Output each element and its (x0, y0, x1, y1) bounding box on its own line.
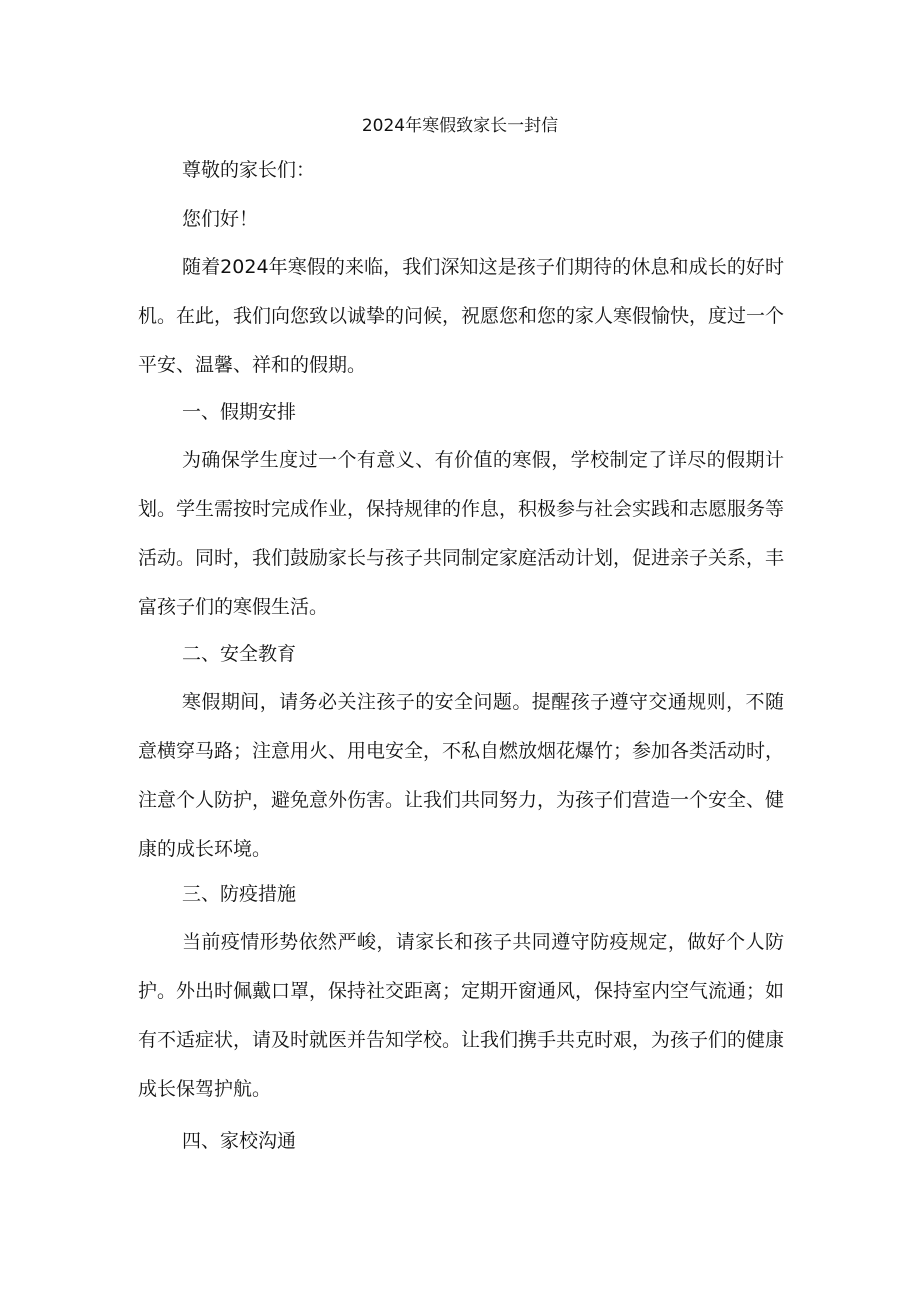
section-heading-communication: 四、家校沟通 (182, 1130, 297, 1152)
salutation: 尊敬的家长们： (182, 159, 316, 181)
section-body-schedule: 为确保学生度过一个有意义、有价值的寒假，学校制定了详尽的假期计划。学生需按时完成作业，保持规律的作息，积极参与社会实践和志愿服务等活动。同时，我们鼓励家长与孩子共同制定家庭活动计划，促进亲子关系，丰富孩子们的寒假生活。 (138, 449, 785, 618)
greeting: 您们好！ (182, 208, 259, 230)
section-body-epidemic: 当前疫情形势依然严峻，请家长和孩子共同遵守防疫规定，做好个人防护。外出时佩戴口罩，保持社交距离；定期开窗通风，保持室内空气流通；如有不适症状，请及时就医并告知学校。让我们携手共克时艰，为孩子们的健康成长保驾护航。 (138, 931, 785, 1100)
section-heading-safety: 二、安全教育 (182, 643, 297, 665)
section-heading-epidemic: 三、防疫措施 (182, 883, 297, 905)
section-heading-schedule: 一、假期安排 (182, 401, 297, 423)
section-body-safety: 寒假期间，请务必关注孩子的安全问题。提醒孩子遵守交通规则，不随意横穿马路；注意用火、用电安全，不私自燃放烟花爆竹；参加各类活动时，注意个人防护，避免意外伤害。让我们共同努力，为孩子们营造一个安全、健康的成长环境。 (138, 691, 785, 860)
intro-paragraph: 随着2024年寒假的来临，我们深知这是孩子们期待的休息和成长的好时机。在此，我们向您致以诚挚的问候，祝愿您和您的家人寒假愉快，度过一个平安、温馨、祥和的假期。 (138, 256, 785, 376)
document-title: 2024年寒假致家长一封信 (361, 116, 559, 136)
